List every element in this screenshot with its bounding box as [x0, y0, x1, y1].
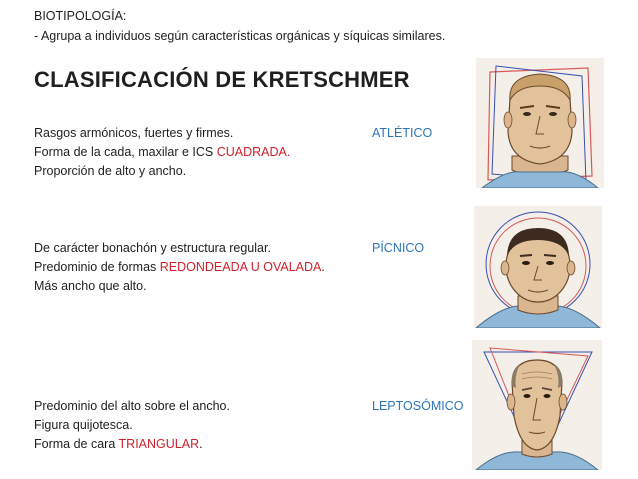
leptosomico-line-3: Forma de cara TRIANGULAR.	[34, 437, 203, 451]
picnico-label: PÍCNICO	[372, 241, 425, 255]
leptosomico-line-2: Figura quijotesca.	[34, 418, 133, 432]
intro-heading: BIOTIPOLOGÍA:	[34, 9, 127, 23]
atletico-portrait	[476, 58, 604, 188]
picnico-highlight: REDONDEADA U OVALADA	[159, 260, 322, 274]
leptosomico-label: LEPTOSÓMICO	[372, 399, 464, 413]
atletico-line-1: Rasgos armónicos, fuertes y firmes.	[34, 126, 234, 140]
page-title: CLASIFICACIÓN DE KRETSCHMER	[34, 67, 410, 92]
atletico-line-3: Proporción de alto y ancho.	[34, 164, 187, 178]
picnico-line-2: Predominio de formas REDONDEADA U OVALADA.	[34, 260, 325, 274]
picnico-line-3: Más ancho que alto.	[34, 279, 147, 293]
atletico-line-2: Forma de la cada, maxilar e ICS CUADRADA.	[34, 145, 291, 159]
picnico-line-1: De carácter bonachón y estructura regular.	[34, 241, 271, 255]
atletico-label: ATLÉTICO	[372, 126, 433, 140]
intro-bullet: - Agrupa a individuos según características orgánicas y síquicas similares.	[34, 29, 446, 43]
atletico-highlight: CUADRADA.	[216, 145, 291, 159]
leptosomico-portrait	[472, 340, 602, 470]
leptosomico-highlight: TRIANGULAR	[118, 437, 200, 451]
leptosomico-line-1: Predominio del alto sobre el ancho.	[34, 399, 230, 413]
picnico-portrait	[474, 206, 602, 328]
